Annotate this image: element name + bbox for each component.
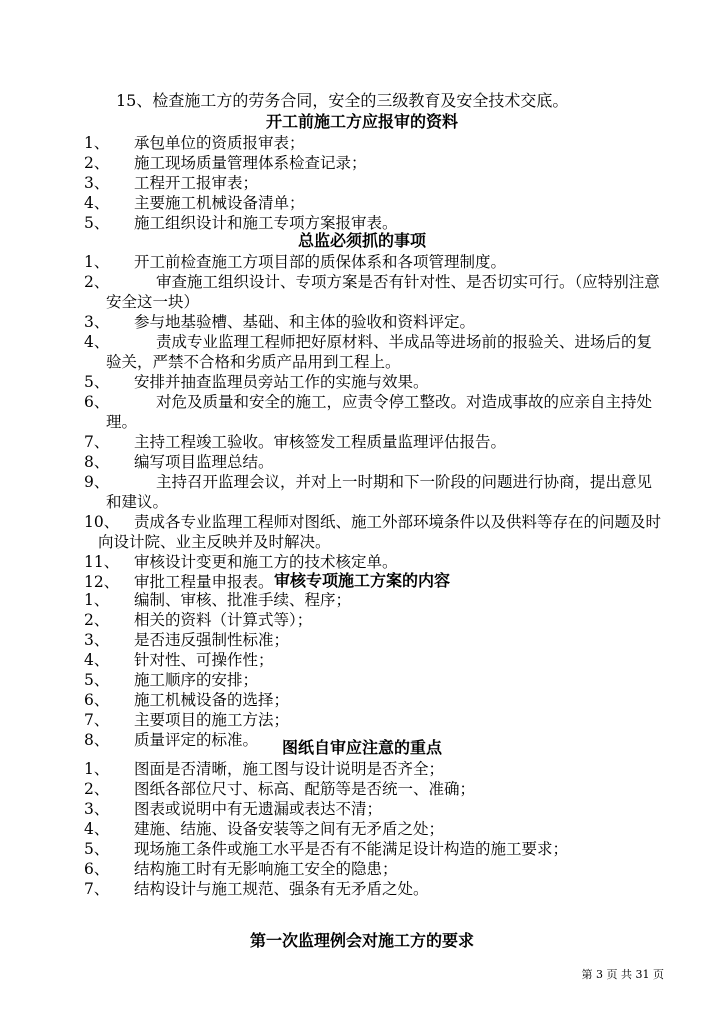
item-text: 主要施工机械设备清单； bbox=[134, 194, 305, 212]
item-text: 现场施工条件或施工水平是否有不能满足设计构造的施工要求； bbox=[134, 840, 569, 858]
item-number: 3、 bbox=[84, 313, 110, 331]
list-item bbox=[84, 332, 664, 372]
item-number: 9、 bbox=[84, 473, 110, 491]
item-number: 4、 bbox=[84, 333, 110, 351]
item-number: 1、 bbox=[84, 134, 110, 152]
item-text: 建施、结施、设备安装等之间有无矛盾之处； bbox=[134, 820, 445, 838]
section-title-plan-review: 审核专项施工方案的内容 bbox=[273, 571, 450, 590]
item-number: 6、 bbox=[84, 691, 110, 709]
list-item bbox=[84, 512, 664, 552]
item-number: 8、 bbox=[84, 731, 110, 749]
item-text: 结构施工时有无影响施工安全的隐患； bbox=[134, 860, 398, 878]
list-item bbox=[84, 650, 664, 670]
item-text: 施工机械设备的选择； bbox=[134, 691, 290, 709]
item-number: 5、 bbox=[84, 214, 110, 232]
item-number: 4、 bbox=[84, 651, 110, 669]
list-item bbox=[84, 133, 664, 153]
item-number: 1、 bbox=[84, 591, 110, 609]
item-text: 施工顺序的安排； bbox=[134, 671, 259, 689]
list-item bbox=[84, 630, 664, 650]
list-item bbox=[84, 272, 664, 312]
item-text: 审批工程量申报表。 bbox=[134, 573, 274, 591]
list-item bbox=[84, 670, 664, 690]
item-text: 对危及质量和安全的施工，应责令停工整改。对造成事故的应亲自主持处理。 bbox=[106, 393, 653, 431]
list-item bbox=[84, 759, 664, 779]
item-number: 7、 bbox=[84, 433, 110, 451]
list-item bbox=[84, 372, 664, 392]
list-item bbox=[84, 153, 664, 173]
item-number: 1、 bbox=[84, 253, 110, 271]
item-number: 4、 bbox=[84, 820, 110, 838]
item-text: 施工组织设计和施工专项方案报审表。 bbox=[134, 214, 398, 232]
section-title-drawing-review: 图纸自审应注意的重点 bbox=[281, 738, 442, 757]
list-item bbox=[84, 859, 664, 879]
item-number: 7、 bbox=[84, 711, 110, 729]
list-item bbox=[84, 839, 664, 859]
list-item bbox=[84, 312, 664, 332]
item-number: 3、 bbox=[84, 174, 110, 192]
page-number: 第 3 页 共 31 页 bbox=[581, 968, 664, 981]
item-number: 6、 bbox=[84, 393, 110, 411]
item-number: 8、 bbox=[84, 453, 110, 471]
list-item bbox=[84, 552, 664, 572]
item-number: 1、 bbox=[84, 760, 110, 778]
section-title-submissions: 开工前施工方应报审的资料 bbox=[265, 112, 458, 131]
item-text: 图纸各部位尺寸、标高、配筋等是否统一、准确； bbox=[134, 780, 476, 798]
item-number: 2、 bbox=[84, 780, 110, 798]
list-item bbox=[84, 452, 664, 472]
item-text: 编制、审核、批准手续、程序； bbox=[134, 591, 352, 609]
item-text: 工程开工报审表； bbox=[134, 174, 259, 192]
item-text: 图表或说明中有无遗漏或表达不清； bbox=[134, 800, 383, 818]
list-item bbox=[84, 472, 664, 512]
item-text: 审核设计变更和施工方的技术核定单。 bbox=[134, 553, 398, 571]
list-item bbox=[84, 252, 664, 272]
item-number: 10、 bbox=[84, 513, 120, 531]
list-item bbox=[84, 710, 664, 730]
item-text: 图面是否清晰，施工图与设计说明是否齐全； bbox=[134, 760, 445, 778]
item-text: 是否违反强制性标准； bbox=[134, 631, 290, 649]
item-text: 结构设计与施工规范、强条有无矛盾之处。 bbox=[134, 880, 429, 898]
item-text: 主持工程竣工验收。审核签发工程质量监理评估报告。 bbox=[134, 433, 507, 451]
item-text: 相关的资料（计算式等）； bbox=[134, 611, 313, 629]
item-number: 2、 bbox=[84, 611, 110, 629]
list-item bbox=[84, 819, 664, 839]
list-item bbox=[84, 779, 664, 799]
item-number: 3、 bbox=[84, 800, 110, 818]
item-text: 主持召开监理会议，并对上一时期和下一阶段的问题进行协商，提出意见和建议。 bbox=[106, 473, 653, 511]
item-number: 7、 bbox=[84, 880, 110, 898]
item-number: 6、 bbox=[84, 860, 110, 878]
item-text: 施工现场质量管理体系检查记录； bbox=[134, 154, 367, 172]
item-text: 责成各专业监理工程师对图纸、施工外部环境条件以及供料等存在的问题及时向设计院、业主反映并及时解决。 bbox=[98, 513, 662, 551]
item-text: 编写项目监理总结。 bbox=[134, 453, 274, 471]
list-item bbox=[84, 432, 664, 452]
item-text: 开工前检查施工方项目部的质保体系和各项管理制度。 bbox=[134, 253, 507, 271]
list-item bbox=[84, 879, 664, 899]
intro-line: 15、检查施工方的劳务合同，安全的三级教育及安全技术交底。 bbox=[116, 91, 569, 110]
item-number: 5、 bbox=[84, 373, 110, 391]
item-number: 12、 bbox=[84, 573, 120, 591]
list-item bbox=[84, 590, 664, 610]
item-text: 责成专业监理工程师把好原材料、半成品等进场前的报验关、进场后的复验关，严禁不合格和劣质产品用到工程上。 bbox=[106, 333, 653, 371]
list-item bbox=[84, 799, 664, 819]
section-title-first-meeting: 第一次监理例会对施工方的要求 bbox=[249, 931, 474, 950]
list-item bbox=[84, 193, 664, 213]
item-number: 4、 bbox=[84, 194, 110, 212]
item-text: 针对性、可操作性； bbox=[134, 651, 274, 669]
item-number: 5、 bbox=[84, 671, 110, 689]
list-item bbox=[84, 173, 664, 193]
list-item bbox=[84, 690, 664, 710]
list-item bbox=[84, 213, 664, 233]
item-number: 3、 bbox=[84, 631, 110, 649]
section-title-chief-duties: 总监必须抓的事项 bbox=[297, 231, 426, 250]
item-text: 审查施工组织设计、专项方案是否有针对性、是否切实可行。（应特别注意安全这一块） bbox=[106, 273, 660, 311]
item-text: 安排并抽查监理员旁站工作的实施与效果。 bbox=[134, 373, 429, 391]
item-text: 承包单位的资质报审表； bbox=[134, 134, 305, 152]
list-item bbox=[84, 610, 664, 630]
item-text: 主要项目的施工方法； bbox=[134, 711, 290, 729]
item-text: 质量评定的标准。 bbox=[134, 731, 259, 749]
list-item bbox=[84, 392, 664, 432]
item-number: 5、 bbox=[84, 840, 110, 858]
item-number: 11、 bbox=[84, 553, 120, 571]
item-text: 参与地基验槽、基础、和主体的验收和资料评定。 bbox=[134, 313, 476, 331]
item-number: 2、 bbox=[84, 154, 110, 172]
item-number: 2、 bbox=[84, 273, 110, 291]
